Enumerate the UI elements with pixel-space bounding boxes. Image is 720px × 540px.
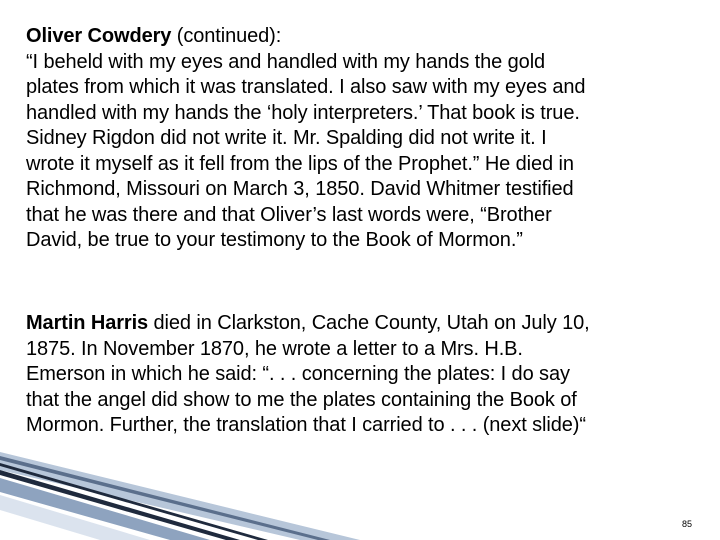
text-line: David, be true to your testimony to the Book of Mormon.” <box>26 229 523 251</box>
stripe-dark-2 <box>0 470 240 540</box>
martin-harris-paragraph <box>26 311 714 439</box>
text-line: Emerson in which he said: “. . . concerning the plates: I do say <box>26 363 570 385</box>
text-line: Mormon. Further, the translation that I carried to . . . (next slide)“ <box>26 414 586 436</box>
stripe-shade <box>0 478 210 540</box>
text-line: handled with my hands the ‘holy interpreters.’ That book is true. <box>26 101 580 124</box>
paragraph-heading-line <box>26 311 714 337</box>
text-line: Sidney Rigdon did not write it. Mr. Spalding did not write it. I <box>26 127 547 149</box>
stripe-faint <box>0 495 150 540</box>
stripe-dark <box>0 463 268 540</box>
text-line: plates from which it was translated. I also saw with my eyes and <box>26 76 586 98</box>
oliver-cowdery-paragraph <box>26 24 714 254</box>
person-name: Martin Harris <box>26 312 149 334</box>
text-line: that he was there and that Oliver’s last words were, “Brother <box>26 203 552 226</box>
page-number: 85 <box>682 519 693 529</box>
text-line: wrote it myself as it fell from the lips of the Prophet.” He died in <box>26 152 574 175</box>
text-line: Richmond, Missouri on March 3, 1850. David Whitmer testified <box>26 178 574 200</box>
text-line: 1875. In November 1870, he wrote a letter to a Mrs. H.B. <box>26 337 523 360</box>
stripe-light <box>0 452 360 540</box>
paragraph-heading-line <box>26 24 714 50</box>
text-line: that the angel did show to me the plates containing the Book of <box>26 388 577 411</box>
heading-suffix: (continued): <box>171 25 282 47</box>
heading-rest: died in Clarkston, Cache County, Utah on July 10, <box>148 312 590 334</box>
text-line: “I beheld with my eyes and handled with my hands the gold <box>26 50 546 73</box>
person-name: Oliver Cowdery <box>26 25 172 47</box>
stripe-mid <box>0 456 330 540</box>
